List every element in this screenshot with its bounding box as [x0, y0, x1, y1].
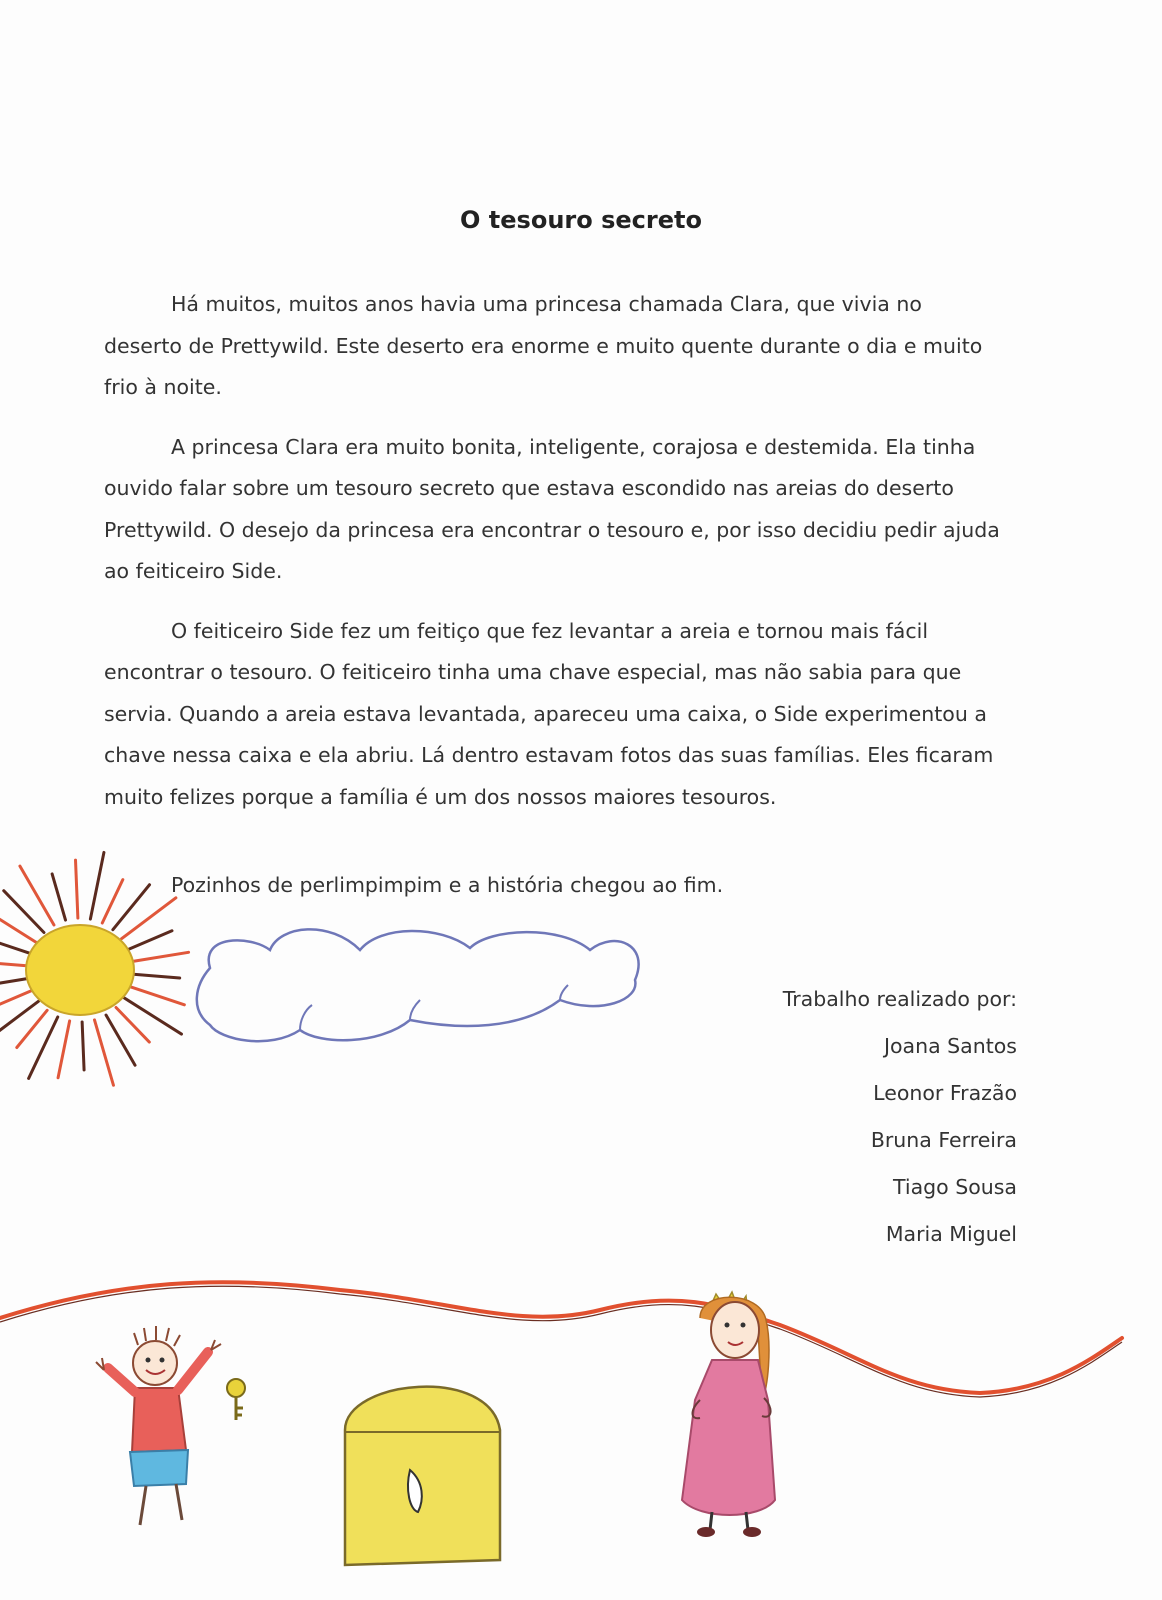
chest-body	[345, 1387, 500, 1565]
sun-ray	[129, 986, 184, 1004]
sun-ray	[102, 880, 123, 923]
sun-ray	[58, 1021, 70, 1078]
story-paragraph-1: Há muitos, muitos anos havia uma princesa chamada Clara, que vivia no deserto de Prettywild. Este deserto era enorme e muito quente durante o dia e muito frio à noite.	[104, 292, 983, 399]
sun-ray	[128, 931, 172, 950]
sun-ray	[116, 1007, 149, 1042]
princess-eye	[725, 1323, 730, 1328]
credits-heading: Trabalho realizado por:	[782, 987, 1017, 1011]
princess-shoe	[697, 1527, 715, 1537]
story-title: O tesouro secreto	[460, 206, 702, 234]
princess-drawing	[682, 1292, 775, 1537]
boy-shirt	[132, 1388, 186, 1452]
sun-ray	[0, 1001, 38, 1036]
boy-drawing	[96, 1326, 221, 1525]
sun-ray	[90, 852, 104, 919]
boy-legs	[140, 1484, 182, 1525]
key-bow	[227, 1379, 245, 1397]
sun-ray	[82, 1022, 84, 1070]
sun-ray	[131, 952, 188, 961]
cloud-drawing	[197, 929, 639, 1041]
sun-ray	[52, 874, 65, 920]
treasure-chest-drawing	[345, 1387, 500, 1565]
sun-ray	[132, 974, 180, 978]
closing-line: Pozinhos de perlimpimpim e a história chegou ao fim.	[171, 873, 724, 897]
boy-eye	[160, 1358, 165, 1363]
boy-head	[133, 1341, 177, 1385]
sun-ray	[0, 978, 29, 986]
key-drawing	[227, 1379, 245, 1420]
sun-ray	[94, 1020, 113, 1085]
sun-drawing	[0, 852, 189, 1085]
author-name: Bruna Ferreira	[870, 1128, 1017, 1152]
author-name: Maria Miguel	[885, 1222, 1017, 1246]
boy-eye	[146, 1358, 151, 1363]
princess-dress	[682, 1360, 775, 1515]
key-blade	[236, 1397, 243, 1420]
princess-eye	[741, 1323, 746, 1328]
sun-disc	[26, 925, 134, 1015]
sun-ray	[0, 961, 28, 966]
princess-shoe	[743, 1527, 761, 1537]
author-name: Leonor Frazão	[873, 1081, 1017, 1105]
princess-face	[711, 1302, 759, 1358]
author-name: Tiago Sousa	[892, 1175, 1017, 1199]
author-name: Joana Santos	[883, 1034, 1017, 1058]
boy-shorts	[130, 1450, 188, 1486]
story-paragraph-3: O feiticeiro Side fez um feitiço que fez levantar a areia e tornou mais fácil encontrar o tesouro. O feiticeiro tinha uma chave especial, mas não sabia para que servia. Quando a areia estava levantada, apareceu uma caixa, o Side experimentou a chave nessa caixa e ela abriu. Lá dentro estavam fotos das suas famílias. Eles ficaram muito felizes porque a família é um dos nossos maiores tesouros.	[104, 618, 994, 809]
story-paragraph-2: A princesa Clara era muito bonita, inteligente, corajosa e destemida. Ela tinha ouvido falar sobre um tesouro secreto que estava escondido nas areias do deserto Prettywild. O desejo da princesa era encontrar o tesouro e, por isso decidiu pedir ajuda ao feiticeiro Side.	[104, 434, 1000, 583]
sun-ray	[124, 998, 181, 1034]
sun-ray	[20, 866, 54, 925]
sun-ray	[76, 860, 78, 918]
sun-ray	[0, 990, 32, 1017]
